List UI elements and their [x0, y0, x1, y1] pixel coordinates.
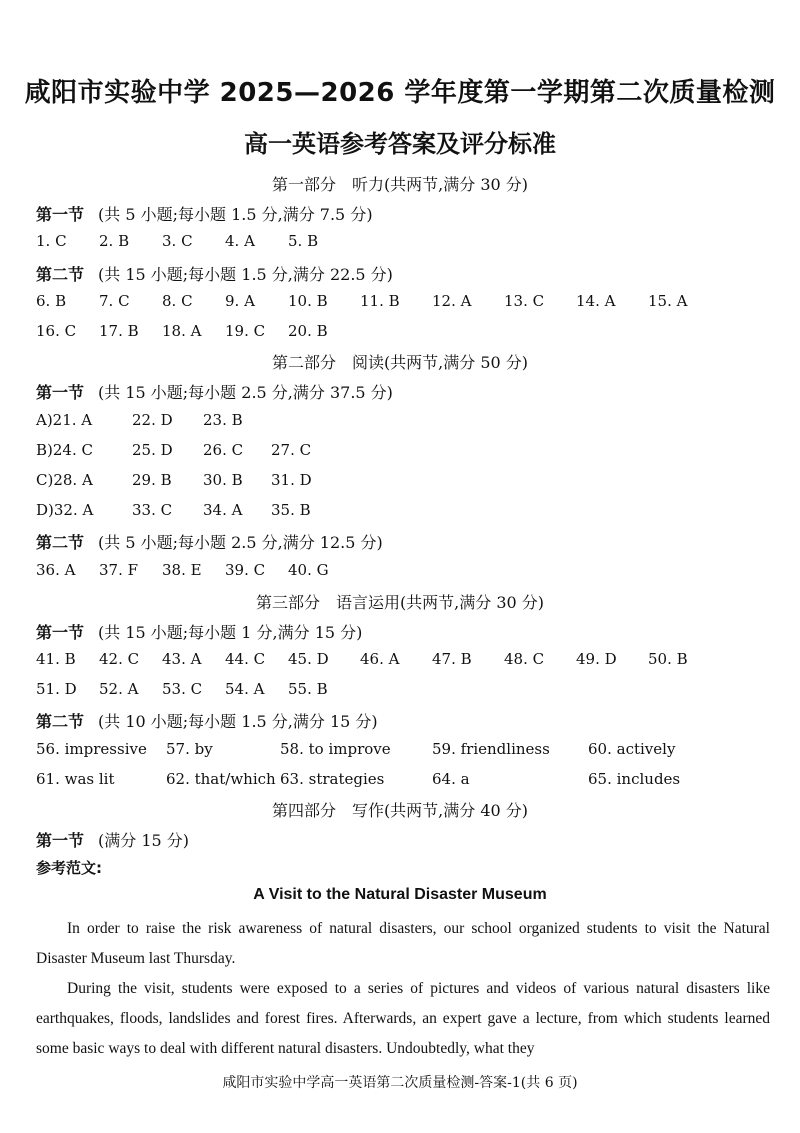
section-detail: (共 15 小题;每小题 1 分,满分 15 分) — [98, 623, 363, 642]
section-heading — [36, 530, 383, 553]
answer-item: 8. C — [162, 292, 193, 310]
answer-item: 19. C — [225, 322, 266, 340]
answer-item: 51. D — [36, 680, 77, 698]
answer-item: 59. friendliness — [432, 740, 550, 758]
answer-item: 35. B — [271, 501, 311, 519]
answer-item: 42. C — [99, 650, 140, 668]
answer-item: 1. C — [36, 232, 67, 250]
answer-row — [0, 232, 800, 252]
answer-item: 22. D — [132, 411, 173, 429]
answer-item: 63. strategies — [280, 770, 385, 788]
answer-item: 3. C — [162, 232, 193, 250]
section-heading — [36, 380, 393, 403]
section-detail: (共 5 小题;每小题 2.5 分,满分 12.5 分) — [98, 533, 383, 552]
section-detail: (满分 15 分) — [98, 831, 190, 850]
answer-row — [0, 770, 800, 790]
section-label: 第一节 — [36, 831, 85, 850]
essay-paragraph: During the visit, students were exposed to a series of pictures and videos of various natural disasters like earthquakes, floods, landslides and forest fires. Afterwards, an expert gave a lecture, from which students learned some basic ways to deal with different natural disasters. Undoubtedly, what they — [36, 980, 770, 1057]
answer-item: 2. B — [99, 232, 130, 250]
answer-row — [0, 411, 800, 431]
answer-item: 44. C — [225, 650, 266, 668]
answer-item: 34. A — [203, 501, 243, 519]
answer-item: 15. A — [648, 292, 688, 310]
section-label: 第二节 — [36, 265, 85, 284]
sample-essay — [36, 914, 770, 1064]
answer-item: A)21. A — [36, 411, 93, 429]
answer-item: 40. G — [288, 561, 329, 579]
answer-item: 25. D — [132, 441, 173, 459]
answer-item: 12. A — [432, 292, 472, 310]
section-detail: (共 15 小题;每小题 1.5 分,满分 22.5 分) — [98, 265, 393, 284]
answer-item: 10. B — [288, 292, 328, 310]
answer-item: 33. C — [132, 501, 173, 519]
answer-item: 64. a — [432, 770, 470, 788]
answer-item: 60. actively — [588, 740, 676, 758]
answer-item: 65. includes — [588, 770, 681, 788]
document-title: 咸阳市实验中学 2025—2026 学年度第一学期第二次质量检测 — [24, 78, 776, 108]
answer-item: 48. C — [504, 650, 545, 668]
answer-row — [0, 441, 800, 461]
answer-item: 45. D — [288, 650, 329, 668]
answer-item: 5. B — [288, 232, 319, 250]
answer-item: 6. B — [36, 292, 67, 310]
part-heading-listening: 第一部分 听力(共两节,满分 30 分) — [271, 175, 529, 194]
answer-item: 23. B — [203, 411, 243, 429]
essay-paragraph: In order to raise the risk awareness of natural disasters, our school organized students to visit the Natural Disaster Museum last Thursday. — [36, 920, 770, 967]
answer-row — [0, 292, 800, 312]
answer-item: 16. C — [36, 322, 77, 340]
part-heading-language-use: 第三部分 语言运用(共两节,满分 30 分) — [255, 593, 545, 612]
answer-item: 55. B — [288, 680, 328, 698]
part-heading-writing: 第四部分 写作(共两节,满分 40 分) — [271, 801, 529, 820]
answer-item: 31. D — [271, 471, 312, 489]
answer-item: D)32. A — [36, 501, 94, 519]
answer-item: 27. C — [271, 441, 312, 459]
sample-essay-label: 参考范文: — [36, 859, 102, 877]
answer-item: 46. A — [360, 650, 400, 668]
answer-item: 61. was lit — [36, 770, 115, 788]
answer-item: 26. C — [203, 441, 244, 459]
section-heading — [36, 202, 373, 225]
section-heading — [36, 828, 189, 851]
answer-item: 50. B — [648, 650, 688, 668]
answer-item: 47. B — [432, 650, 472, 668]
answer-item: 58. to improve — [280, 740, 391, 758]
answer-item: 57. by — [166, 740, 213, 758]
answer-item: 37. F — [99, 561, 139, 579]
part-heading-reading: 第二部分 阅读(共两节,满分 50 分) — [271, 353, 529, 372]
answer-item: 11. B — [360, 292, 400, 310]
document-subtitle: 高一英语参考答案及评分标准 — [244, 130, 556, 158]
section-label: 第一节 — [36, 623, 85, 642]
essay-title: A Visit to the Natural Disaster Museum — [253, 886, 547, 903]
answer-item: 62. that/which — [166, 770, 276, 788]
answer-row — [0, 740, 800, 760]
answer-item: 14. A — [576, 292, 616, 310]
answer-row — [0, 471, 800, 491]
answer-row — [0, 561, 800, 581]
answer-item: 13. C — [504, 292, 545, 310]
answer-item: 4. A — [225, 232, 255, 250]
answer-item: 30. B — [203, 471, 243, 489]
answer-item: 56. impressive — [36, 740, 147, 758]
answer-item: B)24. C — [36, 441, 93, 459]
section-detail: (共 10 小题;每小题 1.5 分,满分 15 分) — [98, 712, 378, 731]
section-heading — [36, 262, 393, 285]
section-heading — [36, 620, 362, 643]
section-detail: (共 5 小题;每小题 1.5 分,满分 7.5 分) — [98, 205, 373, 224]
answer-row — [0, 650, 800, 670]
answer-item: 54. A — [225, 680, 265, 698]
answer-item: 18. A — [162, 322, 202, 340]
answer-row — [0, 322, 800, 342]
answer-item: 41. B — [36, 650, 76, 668]
section-label: 第二节 — [36, 533, 85, 552]
section-label: 第二节 — [36, 712, 85, 731]
answer-item: 53. C — [162, 680, 203, 698]
section-detail: (共 15 小题;每小题 2.5 分,满分 37.5 分) — [98, 383, 393, 402]
answer-item: C)28. A — [36, 471, 93, 489]
section-label: 第一节 — [36, 205, 85, 224]
answer-item: 36. A — [36, 561, 76, 579]
section-heading — [36, 709, 378, 732]
section-label: 第一节 — [36, 383, 85, 402]
answer-item: 39. C — [225, 561, 266, 579]
answer-item: 43. A — [162, 650, 202, 668]
answer-item: 9. A — [225, 292, 255, 310]
answer-row — [0, 501, 800, 521]
answer-item: 7. C — [99, 292, 130, 310]
answer-item: 29. B — [132, 471, 172, 489]
answer-row — [0, 680, 800, 700]
answer-item: 20. B — [288, 322, 328, 340]
answer-item: 17. B — [99, 322, 139, 340]
answer-item: 38. E — [162, 561, 202, 579]
answer-item: 52. A — [99, 680, 139, 698]
page-footer: 咸阳市实验中学高一英语第二次质量检测-答案-1(共 6 页) — [222, 1075, 578, 1091]
answer-item: 49. D — [576, 650, 617, 668]
